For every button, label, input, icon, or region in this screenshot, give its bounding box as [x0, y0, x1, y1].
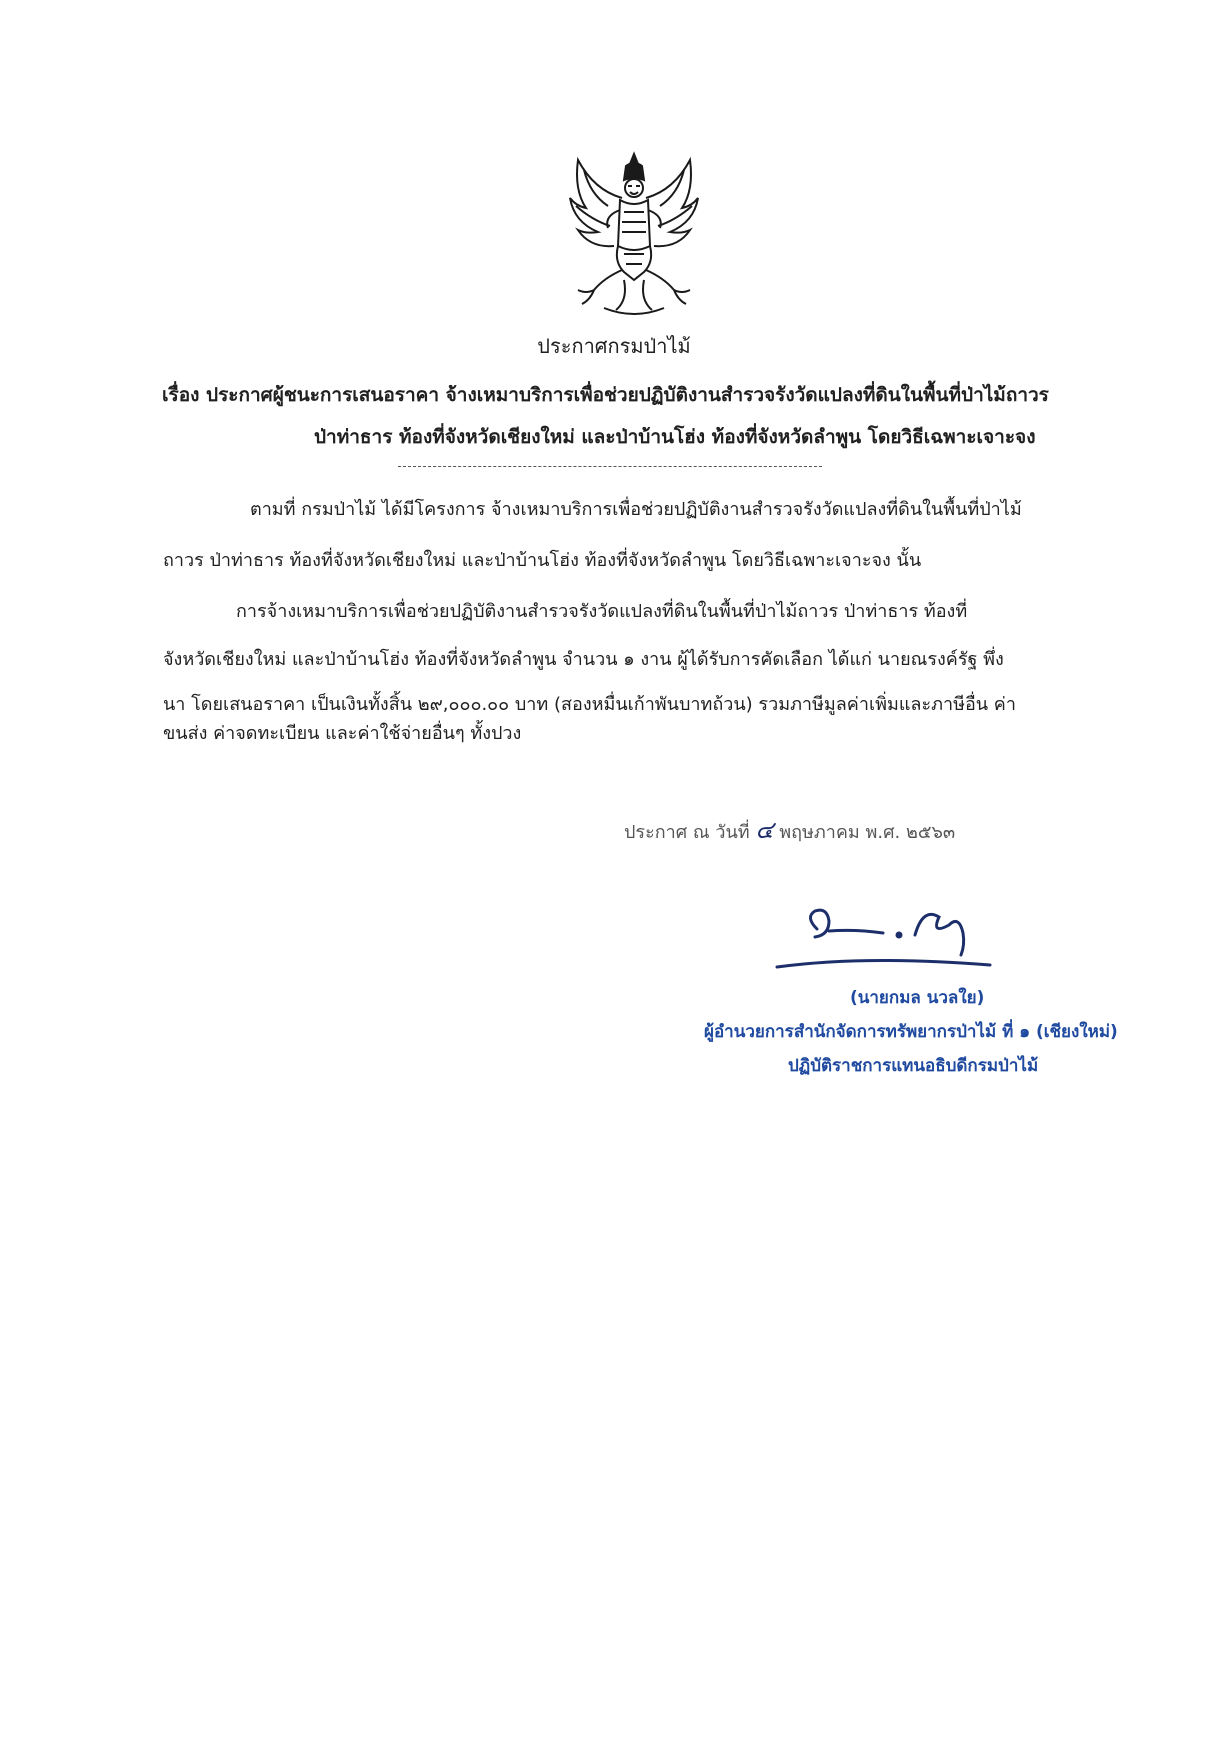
handwritten-signature [765, 895, 1025, 975]
date-month-year: พฤษภาคม พ.ศ. ๒๕๖๓ [779, 822, 956, 843]
announcement-date [624, 810, 955, 849]
date-day: ๔ [755, 816, 774, 844]
garuda-emblem-icon [564, 150, 704, 320]
signatory-acting: ปฏิบัติราชการแทนอธิบดีกรมป่าไม้ [788, 1056, 1039, 1076]
paragraph-1-line-1: ตามที่ กรมป่าไม้ ได้มีโครงการ จ้างเหมาบริการเพื่อช่วยปฏิบัติงานสำรวจรังวัดแปลงที่ดินในพื้นที่ป่าไม้ [250, 499, 1022, 520]
subject-line-1: เรื่อง ประกาศผู้ชนะการเสนอราคา จ้างเหมาบริการเพื่อช่วยปฏิบัติงานสำรวจรังวัดแปลงที่ดินในพื้นที่ป่าไม้ถาวร [162, 384, 1049, 406]
paragraph-2-line-1: การจ้างเหมาบริการเพื่อช่วยปฏิบัติงานสำรวจรังวัดแปลงที่ดินในพื้นที่ป่าไม้ถาวร ป่าท่าธาร ท้องที่ [236, 601, 968, 622]
paragraph-2-line-2: จังหวัดเชียงใหม่ และป่าบ้านโฮ่ง ท้องที่จังหวัดลำพูน จำนวน ๑ งาน ผู้ได้รับการคัดเลือก ได้แก่ นายณรงค์รัฐ พึ่ง [163, 649, 1004, 670]
subject-line-2: ป่าท่าธาร ท้องที่จังหวัดเชียงใหม่ และป่าบ้านโฮ่ง ท้องที่จังหวัดลำพูน โดยวิธีเฉพาะเจาะจง [314, 426, 1036, 448]
paragraph-1-line-2: ถาวร ป่าท่าธาร ท้องที่จังหวัดเชียงใหม่ และป่าบ้านโฮ่ง ท้องที่จังหวัดลำพูน โดยวิธีเฉพาะเจาะจง นั้น [163, 550, 922, 571]
paragraph-2-line-3: นา โดยเสนอราคา เป็นเงินทั้งสิ้น ๒๙,๐๐๐.๐๐ บาท (สองหมื่นเก้าพันบาทถ้วน) รวมภาษีมูลค่าเพิ่มและภาษีอื่น ค่า [163, 694, 1016, 715]
signatory-position: ผู้อำนวยการสำนักจัดการทรัพยากรป่าไม้ ที่ ๑ (เชียงใหม่) [704, 1022, 1118, 1042]
date-prefix: ประกาศ ณ วันที่ [624, 822, 750, 843]
signatory-name: (นายกมล นวลใย) [850, 988, 985, 1008]
department-heading: ประกาศกรมป่าไม้ [537, 334, 691, 358]
paragraph-2-line-4: ขนส่ง ค่าจดทะเบียน และค่าใช้จ่ายอื่นๆ ทั้งปวง [163, 723, 522, 744]
divider-line [398, 466, 822, 467]
